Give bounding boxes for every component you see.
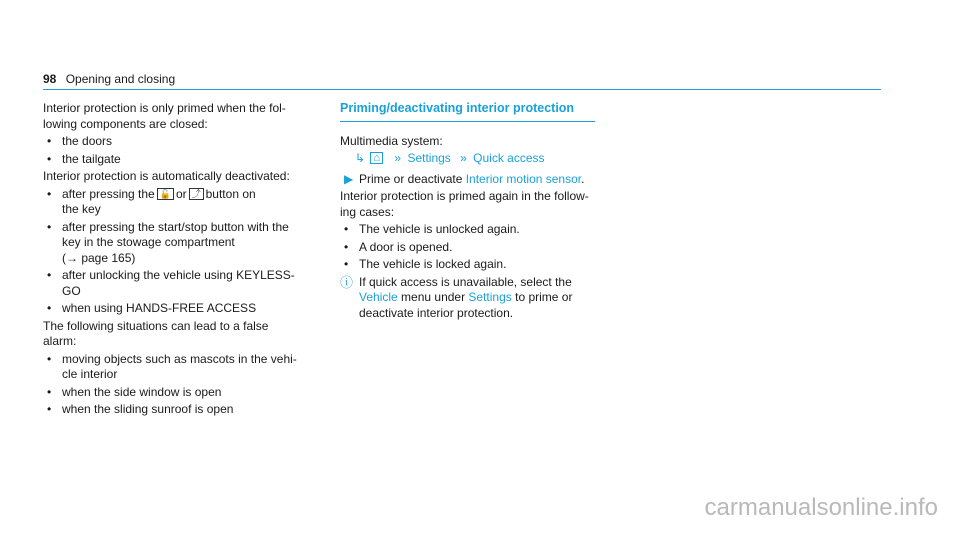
list-item: • moving objects such as mascots in the vehi- cle interior [47,351,297,381]
path-arrow-icon: ↳ [355,151,366,165]
bullet-icon: • [344,239,349,254]
heading-rule [340,121,595,122]
bullet-icon: • [47,151,52,166]
bullet-icon: • [344,257,349,271]
list-item: • A door is opened. [344,239,453,254]
header-rule [43,89,881,90]
interior-motion-sensor-link[interactable]: Interior motion sensor [465,171,582,186]
false-alarm-list [43,352,328,418]
cases-intro: Interior protection is primed again in the follow- ing cases: [340,189,589,219]
list-item: • when using HANDS-FREE ACCESS [47,301,257,315]
closed-components-list [43,134,328,167]
list-item: • The vehicle is unlocked again. [344,222,520,236]
right-column [340,101,600,321]
list-item: • The vehicle is locked again. [344,257,507,271]
settings-link[interactable]: Settings [407,151,451,165]
left-column [43,101,328,420]
menu-path [340,151,600,167]
bullet-icon: • [47,384,52,399]
list-item: • after unlocking the vehicle using KEYLESS- GO [47,268,295,298]
watermark: carmanualsonline.info [704,494,938,521]
list-item: • the tailgate [47,151,121,166]
cases-list [340,222,600,273]
false-alarm-text: The following situations can lead to a false alarm: [43,318,269,348]
auto-deactivation-list [43,187,328,317]
auto-deactivated-text: Interior protection is automatically deactivated: [43,169,290,183]
section-title: Opening and closing [65,72,176,86]
bullet-icon: • [47,134,52,148]
bullet-icon: • [47,268,52,282]
page-header [43,72,175,86]
list-item: • when the side window is open [47,384,222,399]
chevron-right-icon: » [460,151,467,165]
tailgate-key-icon: ⤴ [189,188,204,200]
play-arrow-icon: ▶ [344,171,354,186]
bullet-icon: • [47,301,52,315]
list-item: • the doors [47,134,113,148]
unlock-key-icon: 🔓 [157,188,174,200]
bullet-icon: • [344,222,349,236]
bullet-icon: • [47,219,52,234]
list-item: • after pressing the 🔓 or ⤴ button on the key [47,186,256,216]
instruction-step: ▶ Prime or deactivate Interior motion sensor. [344,171,585,186]
vehicle-link[interactable]: Vehicle [359,290,398,304]
bullet-icon: • [47,351,52,366]
bullet-icon: • [47,186,52,201]
info-note: ⓘ If quick access is unavailable, select the Vehicle menu under Settings to prime or deactivate interior protection. [340,274,573,320]
list-item: • after pressing the start/stop button with the key in the stowage compartment (→ page 165) [47,219,289,265]
settings-link[interactable]: Settings [468,290,512,304]
chevron-right-icon: » [394,151,402,165]
home-icon[interactable]: ⌂ [370,152,383,164]
multimedia-label: Multimedia system: [340,133,443,148]
intro-text: Interior protection is only primed when the fol- lowing components are closed: [43,101,286,131]
section-heading: Priming/deactivating interior protection [340,101,575,115]
quick-access-link[interactable]: Quick access [473,151,545,165]
page-number: 98 [43,72,57,86]
bullet-icon: • [47,402,52,416]
list-item: • when the sliding sunroof is open [47,402,234,416]
info-icon: ⓘ [340,274,354,290]
